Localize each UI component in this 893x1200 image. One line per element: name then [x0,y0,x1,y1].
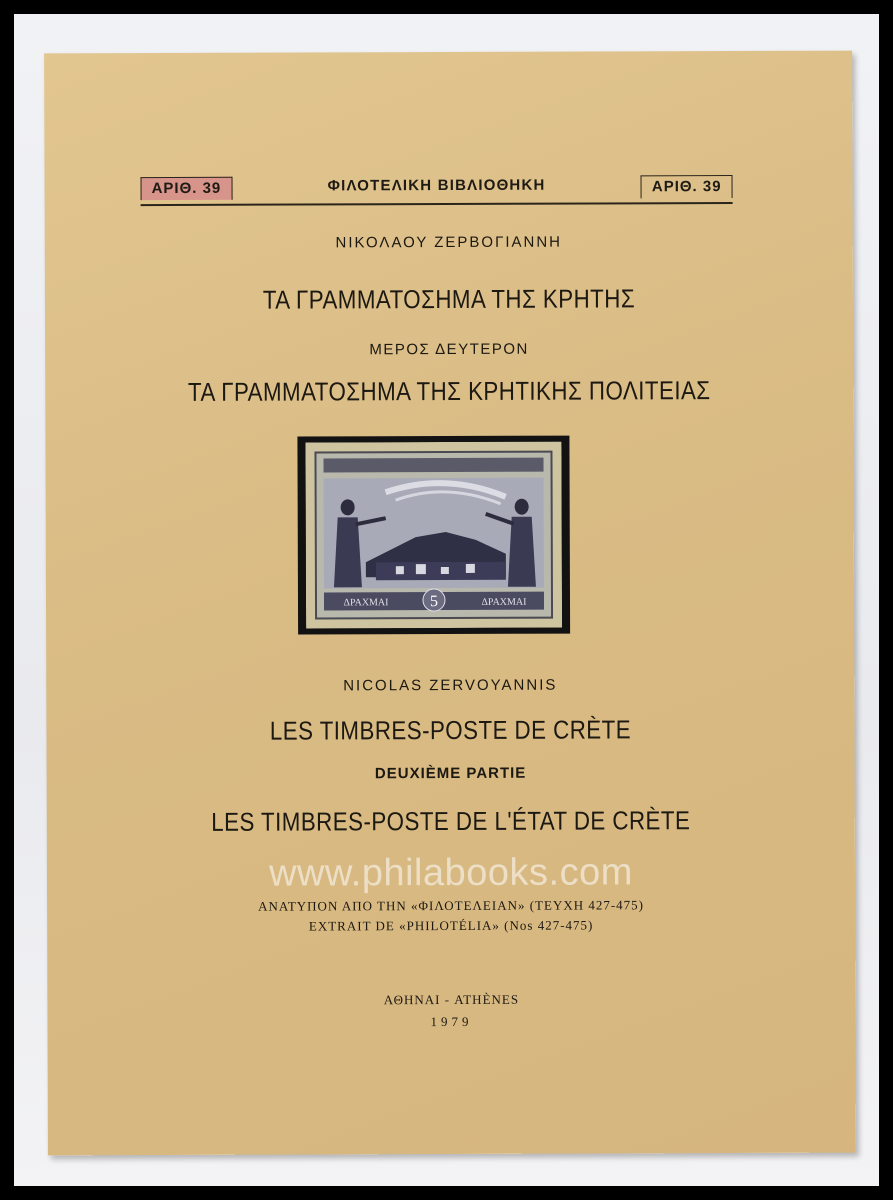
stamp-label-left: ΔΡΑΧΜΑΙ [343,597,389,609]
stamp-illustration [297,436,570,635]
series-title: ΦΙΛΟΤΕΛΙΚΗ ΒΙΒΛΙΟΘΗΚΗ [327,176,546,195]
publication-place: ΑΘΗΝΑΙ - ATHÈNES [383,991,520,1008]
publication-year: 1979 [430,1013,473,1030]
stamp-image [305,442,562,629]
booklet-cover [44,51,856,1156]
title-french: LES TIMBRES-POSTE DE CRÈTE [269,714,632,746]
part-greek: ΜΕΡΟΣ ΔΕΥΤΕΡΟΝ [369,340,529,359]
author-greek: ΝΙΚΟΛΑΟΥ ΖΕΡΒΟΓΙΑΝΝΗ [335,233,563,252]
series-number-right: ΑΡΙΘ. 39 [641,175,733,198]
series-number-left: ΑΡΙΘ. 39 [141,177,233,200]
series-header [141,175,733,207]
stamp-value: 5 [429,593,439,611]
reprint-french: EXTRAIT DE «PHILOTÉLIA» (Nos 427-475) [308,917,594,934]
watermark: www.philabooks.com [268,851,633,895]
stamp-label-right: ΔΡΑΧΜΑΙ [481,596,527,608]
title-greek: ΤΑ ΓΡΑΜΜΑΤΟΣΗΜΑ ΤΗΣ ΚΡΗΤΗΣ [262,283,636,315]
header-rule [141,202,733,206]
author-french: NICOLAS ZERVOYANNIS [343,676,558,695]
part-french: DEUXIÈME PARTIE [374,764,527,783]
subtitle-french: LES TIMBRES-POSTE DE L'ÉTAT DE CRÈTE [211,805,691,837]
subtitle-greek: ΤΑ ΓΡΑΜΜΑΤΟΣΗΜΑ ΤΗΣ ΚΡΗΤΙΚΗΣ ΠΟΛΙΤΕΙΑΣ [187,375,711,407]
reprint-greek: ΑΝΑΤΥΠΟΝ ΑΠΟ ΤΗΝ «ΦΙΛΟΤΕΛΕΙΑΝ» (ΤΕΥΧΗ 427-475) [258,897,645,914]
